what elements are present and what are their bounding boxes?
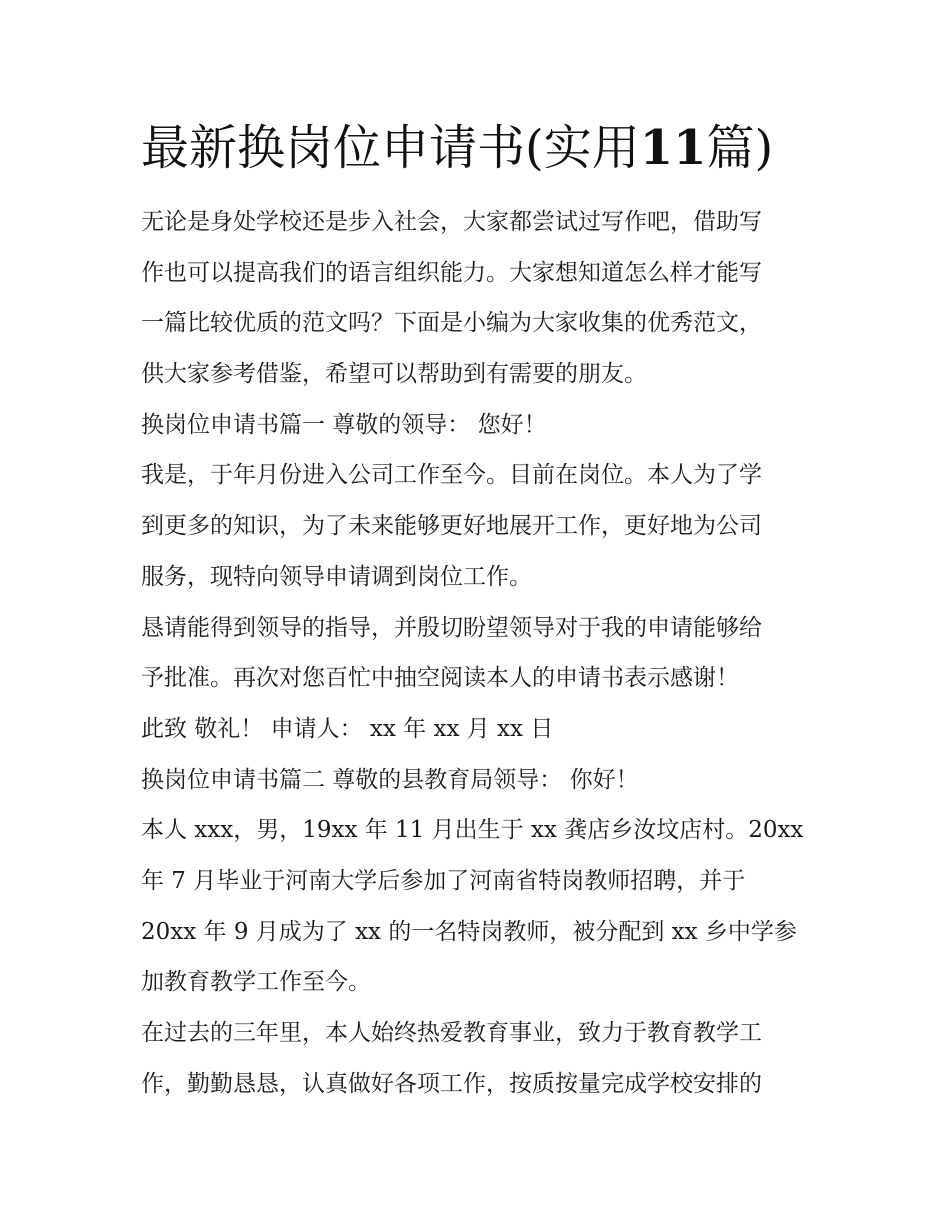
body-line: 予批准。再次对您百忙中抽空阅读本人的申请书表示感谢！ [141,665,739,692]
title-suffix: 篇) [706,120,774,176]
body-line: 一篇比较优质的范文吗？下面是小编为大家收集的优秀范文， [141,310,762,337]
body-line: 作，勤勤恳恳，认真做好各项工作，按质按量完成学校安排的 [141,1070,762,1097]
body-line: 换岗位申请书篇二 尊敬的县教育局领导： 你好！ [141,766,639,793]
body-line: 恳请能得到领导的指导，并殷切盼望领导对于我的申请能够给 [141,614,762,641]
body-line: 本人 xxx，男，19xx 年 11 月出生于 xx 龚店乡汝坟店村。20xx [141,817,804,844]
body-line: 换岗位申请书篇一 尊敬的领导： 您好！ [141,411,547,438]
body-line: 供大家参考借鉴，希望可以帮助到有需要的朋友。 [141,361,647,388]
body-line: 在过去的三年里，本人始终热爱教育事业，致力于教育教学工 [141,1020,762,1046]
document-title [141,118,773,178]
body-line: 作也可以提高我们的语言组织能力。大家想知道怎么样才能写 [141,259,762,286]
document-body [141,197,813,1109]
body-line: 到更多的知识，为了未来能够更好地展开工作，更好地为公司 [141,513,762,540]
body-line: 无论是身处学校还是步入社会，大家都尝试过写作吧，借助写 [141,209,762,235]
title-number: 11 [639,120,707,176]
body-line: 服务，现特向领导申请调到岗位工作。 [141,563,532,590]
body-line: 加教育教学工作至今。 [141,969,371,996]
body-line: 20xx 年 9 月成为了 xx 的一名特岗教师，被分配到 xx 乡中学参 [141,918,797,945]
body-line: 此致 敬礼！ 申请人： xx 年 xx 月 xx 日 [141,715,554,742]
body-line: 年 7 月毕业于河南大学后参加了河南省特岗教师招聘，并于 [141,867,746,894]
body-line: 我是，于年月份进入公司工作至今。目前在岗位。本人为了学 [141,462,762,489]
title-prefix: 最新换岗位申请书(实用 [141,120,640,176]
